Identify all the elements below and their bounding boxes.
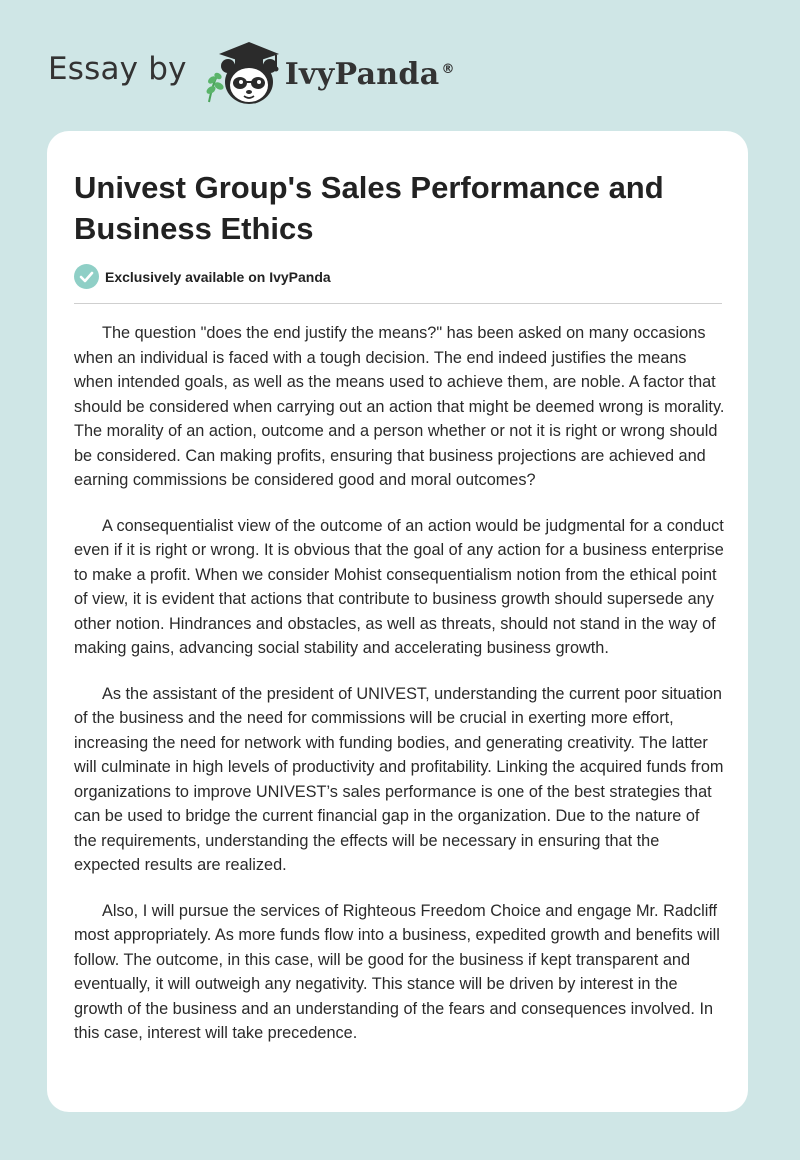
panda-graduate-logo-icon bbox=[199, 36, 283, 108]
check-circle-icon bbox=[74, 264, 99, 289]
essay-title: Univest Group's Sales Performance and Business Ethics bbox=[74, 170, 664, 246]
essay-card bbox=[47, 131, 748, 1112]
title-divider bbox=[74, 303, 722, 304]
exclusive-badge bbox=[74, 264, 331, 289]
brand-name bbox=[285, 57, 455, 92]
brand-name-text: IvyPanda bbox=[284, 56, 440, 92]
paragraph: As the assistant of the president of UNIVEST, understanding the current poor situation of the business and the need for commissions will be crucial in exerting more effort, increasing the need for network with funding bodies, and generating creativity. The latter will culminate in high levels of productivity and profitability. Linking the acquired funds from organizations to improve UNIVEST’s sales performance is one of the best strategies that can be used to bridge the current financial gap in the organization. Due to the nature of the requirements, understanding the effects will be necessary in ensuring that the expected results are realized. bbox=[74, 684, 724, 874]
paragraph: The question "does the end justify the means?" has been asked on many occasions when an individual is faced with a tough decision. The end indeed justifies the means when intended goals, as well as the means used to achieve them, are noble. A factor that should be considered when carrying out an action that might be deemed wrong is morality. The morality of an action, outcome and a person whether or not it is right or wrong should be considered. Can making profits, ensuring that business projections are achieved and earning commissions be considered good and moral outcomes? bbox=[74, 324, 725, 489]
registered-mark: ® bbox=[441, 61, 455, 77]
brand-prefix: Essay by bbox=[48, 51, 187, 87]
exclusive-badge-text: Exclusively available on IvyPanda bbox=[105, 268, 331, 285]
paragraph: A consequentialist view of the outcome of an action would be judgmental for a conduct even if it is right or wrong. It is obvious that the goal of any action for a business enterprise to make a profit. When we consider Mohist consequentialism notion from the ethical point of view, it is evident that actions that contribute to business growth should supersede any other notion. Hindrances and obstacles, as well as threats, should not stand in the way of making gains, advancing social stability and accelerating business growth. bbox=[74, 516, 724, 657]
essay-body bbox=[74, 321, 726, 1067]
site-header bbox=[48, 36, 455, 108]
paragraph: Also, I will pursue the services of Righteous Freedom Choice and engage Mr. Radcliff most appropriately. As more funds flow into a business, expedited growth and benefits will follow. The outcome, in this case, will be good for the business if kept transparent and eventually, it will outweigh any negativity. This stance will be driven by interest in the growth of the business and an understanding of the fears and consequences involved. In this case, interest will take precedence. bbox=[74, 901, 720, 1042]
